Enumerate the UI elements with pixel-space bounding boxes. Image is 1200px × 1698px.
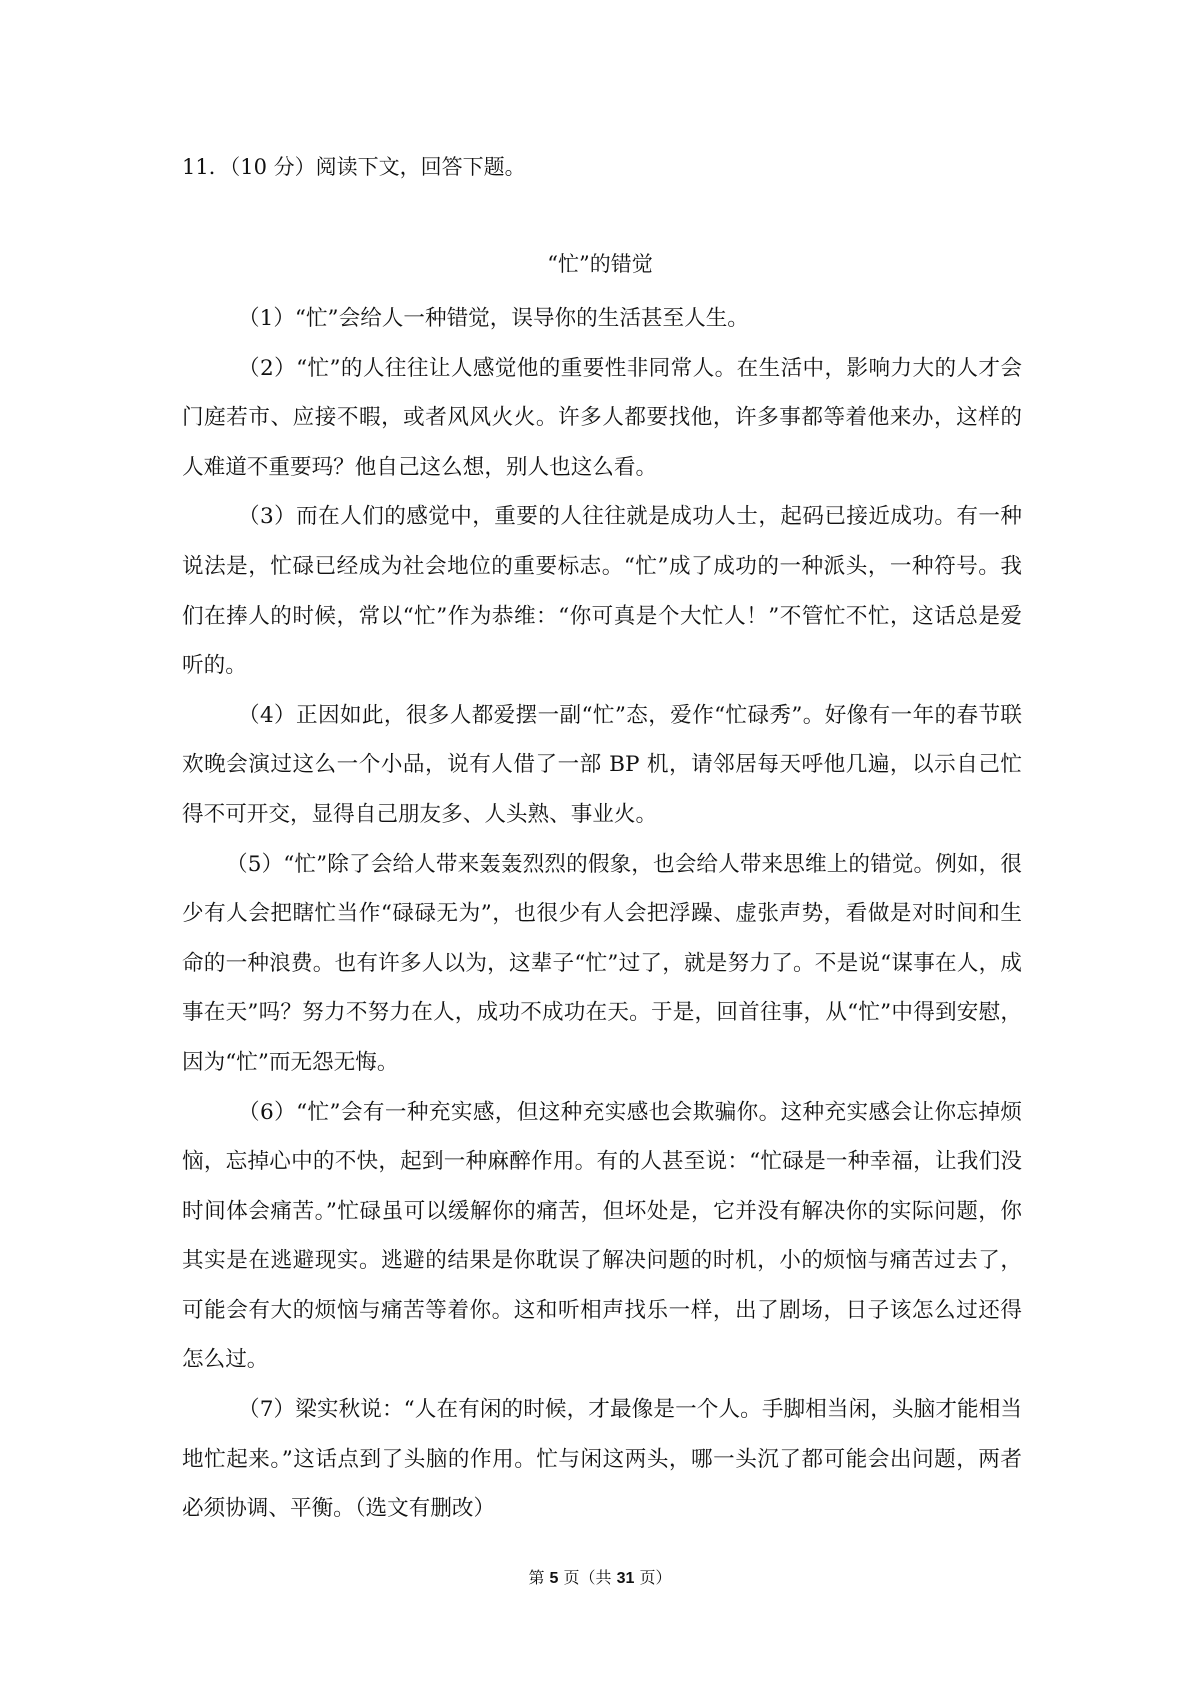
article-body — [182, 294, 1022, 1534]
article-title: “忙”的错觉 — [547, 252, 653, 276]
footer-suffix: 页） — [639, 1568, 672, 1587]
question-header: 11．（10 分）阅读下文，回答下题。 — [182, 155, 526, 179]
footer-middle: 页（共 — [563, 1568, 612, 1587]
footer-prefix: 第 — [528, 1568, 545, 1587]
paragraph-1: （1）“忙”会给人一种错觉，误导你的生活甚至人生。 — [238, 306, 749, 331]
footer-total-pages: 31 — [616, 1570, 635, 1587]
page-footer — [0, 1566, 1200, 1591]
paragraph-4: （4）正因如此，很多人都爱摆一副“忙”态，爱作“忙碌秀”。好像有一年的春节联欢晚会演过这么一个小品，说有人借了一部 BP 机，请邻居每天呼他几遍，以示自己忙得不可开交，显得自己朋友多、人头熟、事业火。 — [182, 702, 1022, 827]
footer-page-number: 5 — [549, 1570, 559, 1587]
paragraph-6: （6）“忙”会有一种充实感，但这种充实感也会欺骗你。这种充实感会让你忘掉烦恼，忘掉心中的不快，起到一种麻醉作用。有的人甚至说：“忙碌是一种幸福，让我们没时间体会痛苦。”忙碌虽可以缓解你的痛苦，但坏处是，它并没有解决你的实际问题，你其实是在逃避现实。逃避的结果是你耽误了解决问题的时机，小的烦恼与痛苦过去了，可能会有大的烦恼与痛苦等着你。这和听相声找乐一样，出了剧场，日子该怎么过还得怎么过。 — [182, 1099, 1022, 1373]
paragraph-3: （3）而在人们的感觉中，重要的人往往就是成功人士，起码已接近成功。有一种说法是，忙碌已经成为社会地位的重要标志。“忙”成了成功的一种派头，一种符号。我们在捧人的时候，常以“忙”作为恭维：“你可真是个大忙人！”不管忙不忙，这话总是爱听的。 — [182, 504, 1022, 679]
paragraph-5: （5）“忙”除了会给人带来轰轰烈烈的假象，也会给人带来思维上的错觉。例如，很少有人会把瞎忙当作“碌碌无为”，也很少有人会把浮躁、虚张声势，看做是对时间和生命的一种浪费。也有许多人以为，这辈子“忙”过了，就是努力了。不是说“谋事在人，成事在天”吗？努力不努力在人，成功不成功在天。于是，回首往事，从“忙”中得到安慰，因为“忙”而无怨无悔。 — [182, 851, 1022, 1075]
paragraph-2: （2）“忙”的人往往让人感觉他的重要性非同常人。在生活中，影响力大的人才会门庭若市、应接不暇，或者风风火火。许多人都要找他，许多事都等着他来办，这样的人难道不重要玛？他自己这么想，别人也这么看。 — [182, 355, 1022, 480]
paragraph-7: （7）梁实秋说：“人在有闲的时候，才最像是一个人。手脚相当闲，头脑才能相当地忙起来。”这话点到了头脑的作用。忙与闲这两头，哪一头沉了都可能会出问题，两者必须协调、平衡。（选文有删改） — [182, 1397, 1022, 1522]
